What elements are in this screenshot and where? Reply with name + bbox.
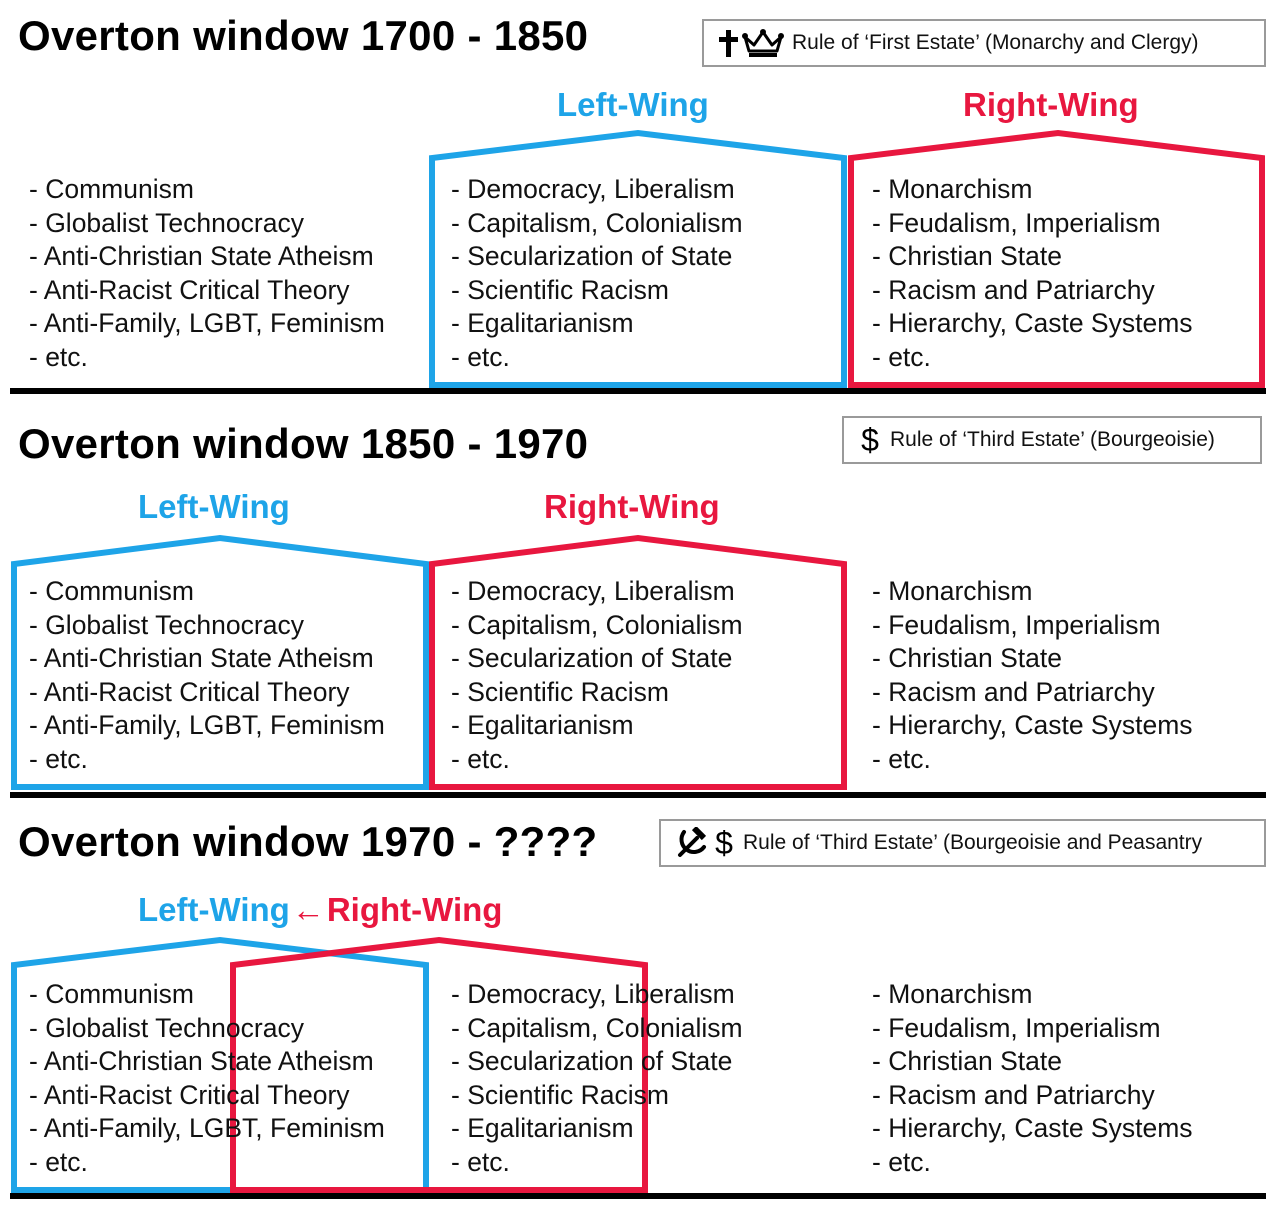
list-item: - etc. (451, 341, 743, 375)
list-item: - etc. (451, 1146, 743, 1180)
list-item: - Monarchism (872, 173, 1193, 207)
list-item: - Monarchism (872, 978, 1193, 1012)
list-item: - Monarchism (872, 575, 1193, 609)
list-item: - Capitalism, Colonialism (451, 609, 743, 643)
list-item: - etc. (872, 341, 1193, 375)
svg-text:$: $ (861, 423, 879, 457)
list-item: - Anti-Family, LGBT, Feminism (29, 307, 385, 341)
list-item: - Feudalism, Imperialism (872, 207, 1193, 241)
section-title: Overton window 1850 - 1970 (18, 420, 589, 467)
section-1970-present (0, 800, 1280, 1225)
list-item: - etc. (451, 743, 743, 777)
section-1850-1970 (0, 400, 1280, 800)
list-item: - Anti-Racist Critical Theory (29, 1079, 385, 1113)
right-wing-label: Right-Wing (326, 891, 503, 928)
list-item: - Hierarchy, Caste Systems (872, 307, 1193, 341)
list-item: - Racism and Patriarchy (872, 676, 1193, 710)
left-column-list (29, 575, 385, 777)
list-item: - Egalitarianism (451, 1112, 743, 1146)
list-item: - Secularization of State (451, 1045, 743, 1079)
list-item: - Globalist Technocracy (29, 207, 385, 241)
list-item: - Democracy, Liberalism (451, 575, 743, 609)
list-item: - Globalist Technocracy (29, 1012, 385, 1046)
right-column-list (872, 173, 1193, 375)
left-wing-label: Left-Wing (138, 891, 290, 928)
list-item: - Anti-Christian State Atheism (29, 642, 385, 676)
list-item: - Anti-Christian State Atheism (29, 240, 385, 274)
rule-text: Rule of ‘First Estate’ (Monarchy and Clergy) (792, 31, 1199, 54)
list-item: - etc. (29, 743, 385, 777)
list-item: - etc. (872, 1146, 1193, 1180)
list-item: - Secularization of State (451, 240, 743, 274)
list-item: - Anti-Christian State Atheism (29, 1045, 385, 1079)
list-item: - Communism (29, 173, 385, 207)
rule-text: Rule of ‘Third Estate’ (Bourgeoisie) (890, 428, 1215, 451)
list-item: - Christian State (872, 240, 1193, 274)
left-column-list (29, 173, 385, 375)
list-item: - Feudalism, Imperialism (872, 609, 1193, 643)
list-item: - Christian State (872, 1045, 1193, 1079)
list-item: - Racism and Patriarchy (872, 1079, 1193, 1113)
list-item: - Anti-Racist Critical Theory (29, 274, 385, 308)
list-item: - Racism and Patriarchy (872, 274, 1193, 308)
list-item: - Democracy, Liberalism (451, 978, 743, 1012)
section-title: Overton window 1700 - 1850 (18, 12, 589, 59)
list-item: - Democracy, Liberalism (451, 173, 743, 207)
list-item: - Scientific Racism (451, 274, 743, 308)
center-column-list (451, 173, 743, 375)
list-item: - Anti-Family, LGBT, Feminism (29, 1112, 385, 1146)
left-column-list (29, 978, 385, 1180)
rule-text: Rule of ‘Third Estate’ (Bourgeoisie and Peasantry (743, 831, 1203, 854)
list-item: - Anti-Racist Critical Theory (29, 676, 385, 710)
list-item: - etc. (29, 341, 385, 375)
right-wing-label: Right-Wing (963, 86, 1139, 123)
list-item: - Scientific Racism (451, 676, 743, 710)
list-item: - Egalitarianism (451, 307, 743, 341)
section-divider (10, 792, 1266, 798)
left-wing-label: Left-Wing (557, 86, 709, 123)
left-wing-label: Left-Wing (138, 488, 290, 525)
center-column-list (451, 978, 743, 1180)
right-column-list (872, 978, 1193, 1180)
section-title: Overton window 1970 - ???? (18, 818, 598, 865)
list-item: - Anti-Family, LGBT, Feminism (29, 709, 385, 743)
list-item: - Hierarchy, Caste Systems (872, 709, 1193, 743)
right-column-list (872, 575, 1193, 777)
section-divider (10, 388, 1266, 394)
section-1700-1850 (0, 0, 1280, 400)
list-item: - Scientific Racism (451, 1079, 743, 1113)
list-item: - Capitalism, Colonialism (451, 207, 743, 241)
list-item: - Christian State (872, 642, 1193, 676)
list-item: - etc. (29, 1146, 385, 1180)
list-item: - Egalitarianism (451, 709, 743, 743)
list-item: - etc. (872, 743, 1193, 777)
svg-text:$: $ (715, 826, 733, 860)
list-item: - Capitalism, Colonialism (451, 1012, 743, 1046)
list-item: - Hierarchy, Caste Systems (872, 1112, 1193, 1146)
list-item: - Feudalism, Imperialism (872, 1012, 1193, 1046)
center-column-list (451, 575, 743, 777)
list-item: - Secularization of State (451, 642, 743, 676)
list-item: - Communism (29, 575, 385, 609)
section-divider (10, 1193, 1266, 1199)
arrow-left-icon: ← (291, 891, 325, 928)
right-wing-label: Right-Wing (544, 488, 720, 525)
list-item: - Globalist Technocracy (29, 609, 385, 643)
list-item: - Communism (29, 978, 385, 1012)
